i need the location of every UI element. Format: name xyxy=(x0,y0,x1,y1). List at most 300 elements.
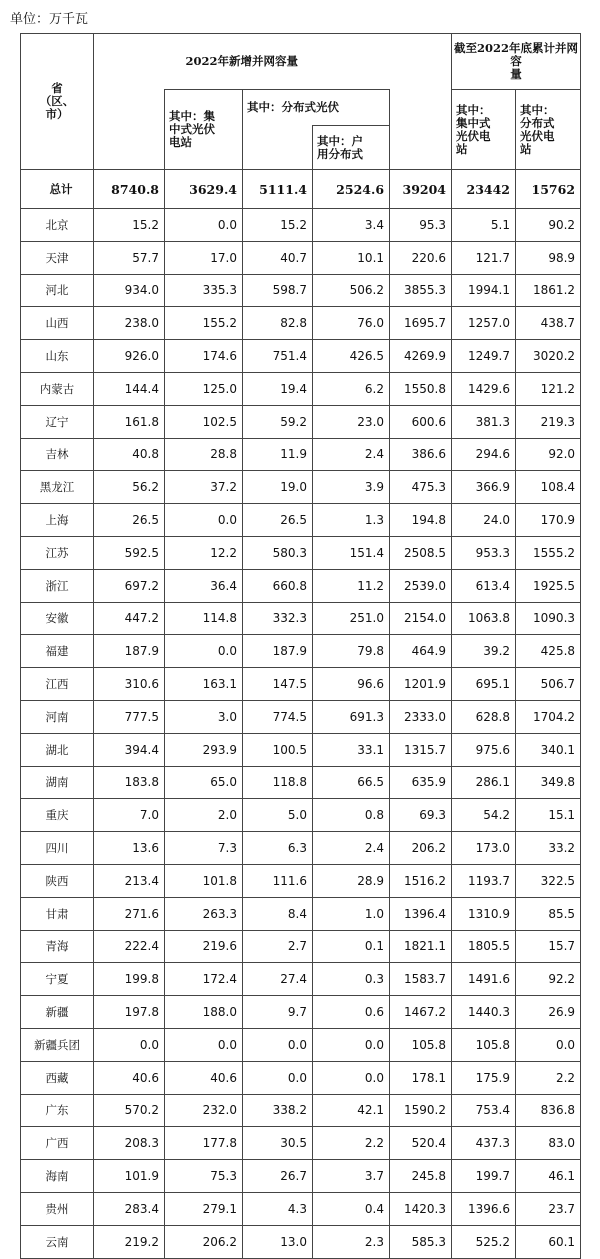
value-cell: 271.6 xyxy=(94,897,165,930)
value-cell: 219.6 xyxy=(165,930,243,963)
header-new-distributed: 其中：分布式光伏 xyxy=(243,90,390,126)
value-cell: 293.9 xyxy=(165,733,243,766)
value-cell: 4.3 xyxy=(243,1192,313,1225)
value-cell: 19.0 xyxy=(243,471,313,504)
table-row xyxy=(21,241,581,274)
table-row xyxy=(21,1192,581,1225)
table-row xyxy=(21,536,581,569)
table-row xyxy=(21,963,581,996)
region-name: 安徽 xyxy=(21,602,94,635)
value-cell: 54.2 xyxy=(452,799,516,832)
region-name: 新疆兵团 xyxy=(21,1028,94,1061)
value-cell: 125.0 xyxy=(165,372,243,405)
value-cell: 2.4 xyxy=(313,832,390,865)
value-cell: 245.8 xyxy=(390,1160,452,1193)
table-row xyxy=(21,864,581,897)
region-name: 江苏 xyxy=(21,536,94,569)
value-cell: 335.3 xyxy=(165,274,243,307)
value-cell: 2.0 xyxy=(165,799,243,832)
value-cell: 40.6 xyxy=(94,1061,165,1094)
value-cell: 2.4 xyxy=(313,438,390,471)
value-cell: 2333.0 xyxy=(390,700,452,733)
value-cell: 28.9 xyxy=(313,864,390,897)
value-cell: 75.3 xyxy=(165,1160,243,1193)
value-cell: 691.3 xyxy=(313,700,390,733)
value-cell: 206.2 xyxy=(165,1225,243,1258)
value-cell: 1.0 xyxy=(313,897,390,930)
unit-label: 单位：万千瓦 xyxy=(10,12,89,27)
value-cell: 42.1 xyxy=(313,1094,390,1127)
value-cell: 0.1 xyxy=(313,930,390,963)
value-cell: 15.7 xyxy=(516,930,581,963)
value-cell: 173.0 xyxy=(452,832,516,865)
value-cell: 2.2 xyxy=(516,1061,581,1094)
table-row xyxy=(21,372,581,405)
header-new-central: 其中：集 中式光伏 电站 xyxy=(165,90,243,170)
value-cell: 1315.7 xyxy=(390,733,452,766)
value-cell: 1.3 xyxy=(313,504,390,537)
value-cell: 1201.9 xyxy=(390,668,452,701)
header-cum-central: 其中： 集中式 光伏电 站 xyxy=(452,90,516,170)
table-row xyxy=(21,930,581,963)
value-cell: 121.7 xyxy=(452,241,516,274)
value-cell: 2.7 xyxy=(243,930,313,963)
value-cell: 40.8 xyxy=(94,438,165,471)
value-cell: 386.6 xyxy=(390,438,452,471)
value-cell: 57.7 xyxy=(94,241,165,274)
value-cell: 177.8 xyxy=(165,1127,243,1160)
region-name: 山西 xyxy=(21,307,94,340)
value-cell: 1516.2 xyxy=(390,864,452,897)
value-cell: 98.9 xyxy=(516,241,581,274)
region-name: 重庆 xyxy=(21,799,94,832)
value-cell: 774.5 xyxy=(243,700,313,733)
value-cell: 76.0 xyxy=(313,307,390,340)
value-cell: 464.9 xyxy=(390,635,452,668)
value-cell: 15.2 xyxy=(94,209,165,242)
value-cell: 197.8 xyxy=(94,996,165,1029)
value-cell: 1440.3 xyxy=(452,996,516,1029)
table-row xyxy=(21,897,581,930)
region-name: 湖北 xyxy=(21,733,94,766)
value-cell: 0.0 xyxy=(243,1028,313,1061)
region-name: 辽宁 xyxy=(21,405,94,438)
value-cell: 11.9 xyxy=(243,438,313,471)
value-cell: 1821.1 xyxy=(390,930,452,963)
value-cell: 934.0 xyxy=(94,274,165,307)
value-cell: 1590.2 xyxy=(390,1094,452,1127)
value-cell: 161.8 xyxy=(94,405,165,438)
header-cum-total-blank xyxy=(390,90,452,170)
region-name: 天津 xyxy=(21,241,94,274)
value-cell: 26.7 xyxy=(243,1160,313,1193)
value-cell: 101.8 xyxy=(165,864,243,897)
table-row xyxy=(21,766,581,799)
region-name: 北京 xyxy=(21,209,94,242)
value-cell: 3855.3 xyxy=(390,274,452,307)
value-cell: 24.0 xyxy=(452,504,516,537)
value-cell: 349.8 xyxy=(516,766,581,799)
value-cell: 170.9 xyxy=(516,504,581,537)
value-cell: 114.8 xyxy=(165,602,243,635)
table-row xyxy=(21,504,581,537)
value-cell: 37.2 xyxy=(165,471,243,504)
value-cell: 5.1 xyxy=(452,209,516,242)
value-cell: 36.4 xyxy=(165,569,243,602)
value-cell: 0.0 xyxy=(313,1061,390,1094)
value-cell: 0.0 xyxy=(243,1061,313,1094)
value-cell: 105.8 xyxy=(390,1028,452,1061)
value-cell: 600.6 xyxy=(390,405,452,438)
value-cell: 40.6 xyxy=(165,1061,243,1094)
value-cell: 506.2 xyxy=(313,274,390,307)
value-cell: 92.0 xyxy=(516,438,581,471)
value-cell: 95.3 xyxy=(390,209,452,242)
region-name: 贵州 xyxy=(21,1192,94,1225)
value-cell: 394.4 xyxy=(94,733,165,766)
table-row xyxy=(21,1160,581,1193)
value-cell: 1704.2 xyxy=(516,700,581,733)
value-cell: 953.3 xyxy=(452,536,516,569)
table-row xyxy=(21,274,581,307)
value-cell: 101.9 xyxy=(94,1160,165,1193)
table-row xyxy=(21,209,581,242)
value-cell: 1257.0 xyxy=(452,307,516,340)
value-cell: 0.8 xyxy=(313,799,390,832)
region-name: 陕西 xyxy=(21,864,94,897)
value-cell: 39.2 xyxy=(452,635,516,668)
value-cell: 118.8 xyxy=(243,766,313,799)
table-row xyxy=(21,996,581,1029)
value-cell: 1193.7 xyxy=(452,864,516,897)
value-cell: 92.2 xyxy=(516,963,581,996)
value-cell: 0.0 xyxy=(313,1028,390,1061)
value-cell: 33.2 xyxy=(516,832,581,865)
value-cell: 222.4 xyxy=(94,930,165,963)
region-name: 上海 xyxy=(21,504,94,537)
region-name: 四川 xyxy=(21,832,94,865)
value-cell: 294.6 xyxy=(452,438,516,471)
value-cell: 178.1 xyxy=(390,1061,452,1094)
value-cell: 151.4 xyxy=(313,536,390,569)
table-row xyxy=(21,405,581,438)
value-cell: 338.2 xyxy=(243,1094,313,1127)
value-cell: 0.0 xyxy=(165,209,243,242)
value-cell: 10.1 xyxy=(313,241,390,274)
value-cell: 90.2 xyxy=(516,209,581,242)
table-row xyxy=(21,799,581,832)
table-row xyxy=(21,471,581,504)
total-cell: 5111.4 xyxy=(243,170,313,209)
value-cell: 926.0 xyxy=(94,340,165,373)
value-cell: 283.4 xyxy=(94,1192,165,1225)
value-cell: 59.2 xyxy=(243,405,313,438)
value-cell: 83.0 xyxy=(516,1127,581,1160)
header-new-household: 其中：户 用分布式 xyxy=(313,126,390,170)
value-cell: 2508.5 xyxy=(390,536,452,569)
table-row xyxy=(21,668,581,701)
value-cell: 163.1 xyxy=(165,668,243,701)
value-cell: 9.7 xyxy=(243,996,313,1029)
value-cell: 85.5 xyxy=(516,897,581,930)
value-cell: 3.9 xyxy=(313,471,390,504)
value-cell: 836.8 xyxy=(516,1094,581,1127)
value-cell: 147.5 xyxy=(243,668,313,701)
value-cell: 13.6 xyxy=(94,832,165,865)
value-cell: 1310.9 xyxy=(452,897,516,930)
value-cell: 1695.7 xyxy=(390,307,452,340)
region-name: 西藏 xyxy=(21,1061,94,1094)
value-cell: 96.6 xyxy=(313,668,390,701)
value-cell: 6.3 xyxy=(243,832,313,865)
table-body xyxy=(21,170,581,1259)
value-cell: 0.0 xyxy=(165,1028,243,1061)
value-cell: 102.5 xyxy=(165,405,243,438)
value-cell: 26.5 xyxy=(243,504,313,537)
region-name: 宁夏 xyxy=(21,963,94,996)
value-cell: 238.0 xyxy=(94,307,165,340)
value-cell: 40.7 xyxy=(243,241,313,274)
value-cell: 1925.5 xyxy=(516,569,581,602)
value-cell: 332.3 xyxy=(243,602,313,635)
value-cell: 0.6 xyxy=(313,996,390,1029)
value-cell: 1861.2 xyxy=(516,274,581,307)
value-cell: 28.8 xyxy=(165,438,243,471)
value-cell: 4269.9 xyxy=(390,340,452,373)
region-name: 河南 xyxy=(21,700,94,733)
value-cell: 175.9 xyxy=(452,1061,516,1094)
value-cell: 753.4 xyxy=(452,1094,516,1127)
value-cell: 1249.7 xyxy=(452,340,516,373)
value-cell: 2154.0 xyxy=(390,602,452,635)
value-cell: 366.9 xyxy=(452,471,516,504)
table-row xyxy=(21,733,581,766)
value-cell: 975.6 xyxy=(452,733,516,766)
value-cell: 475.3 xyxy=(390,471,452,504)
total-label: 总计 xyxy=(21,170,94,209)
region-name: 甘肃 xyxy=(21,897,94,930)
value-cell: 1420.3 xyxy=(390,1192,452,1225)
value-cell: 425.8 xyxy=(516,635,581,668)
value-cell: 592.5 xyxy=(94,536,165,569)
value-cell: 208.3 xyxy=(94,1127,165,1160)
value-cell: 65.0 xyxy=(165,766,243,799)
value-cell: 310.6 xyxy=(94,668,165,701)
value-cell: 263.3 xyxy=(165,897,243,930)
value-cell: 0.0 xyxy=(165,504,243,537)
value-cell: 2539.0 xyxy=(390,569,452,602)
region-name: 广西 xyxy=(21,1127,94,1160)
value-cell: 1063.8 xyxy=(452,602,516,635)
value-cell: 66.5 xyxy=(313,766,390,799)
total-cell: 23442 xyxy=(452,170,516,209)
value-cell: 199.8 xyxy=(94,963,165,996)
value-cell: 0.3 xyxy=(313,963,390,996)
value-cell: 17.0 xyxy=(165,241,243,274)
value-cell: 33.1 xyxy=(313,733,390,766)
value-cell: 0.0 xyxy=(516,1028,581,1061)
value-cell: 108.4 xyxy=(516,471,581,504)
value-cell: 27.4 xyxy=(243,963,313,996)
value-cell: 183.8 xyxy=(94,766,165,799)
value-cell: 3.4 xyxy=(313,209,390,242)
value-cell: 1429.6 xyxy=(452,372,516,405)
value-cell: 11.2 xyxy=(313,569,390,602)
region-name: 吉林 xyxy=(21,438,94,471)
value-cell: 5.0 xyxy=(243,799,313,832)
value-cell: 751.4 xyxy=(243,340,313,373)
table-row xyxy=(21,635,581,668)
value-cell: 144.4 xyxy=(94,372,165,405)
value-cell: 697.2 xyxy=(94,569,165,602)
value-cell: 23.0 xyxy=(313,405,390,438)
capacity-table xyxy=(20,33,581,1259)
value-cell: 8.4 xyxy=(243,897,313,930)
value-cell: 172.4 xyxy=(165,963,243,996)
value-cell: 506.7 xyxy=(516,668,581,701)
region-name: 黑龙江 xyxy=(21,471,94,504)
value-cell: 251.0 xyxy=(313,602,390,635)
table-row xyxy=(21,1094,581,1127)
value-cell: 585.3 xyxy=(390,1225,452,1258)
value-cell: 7.3 xyxy=(165,832,243,865)
value-cell: 15.2 xyxy=(243,209,313,242)
table-header xyxy=(21,34,581,170)
value-cell: 322.5 xyxy=(516,864,581,897)
value-cell: 777.5 xyxy=(94,700,165,733)
value-cell: 187.9 xyxy=(94,635,165,668)
table-row xyxy=(21,438,581,471)
value-cell: 1805.5 xyxy=(452,930,516,963)
region-name: 湖南 xyxy=(21,766,94,799)
value-cell: 187.9 xyxy=(243,635,313,668)
table-row xyxy=(21,1225,581,1258)
header-distributed-blank xyxy=(243,126,313,170)
capacity-table-wrapper xyxy=(20,33,580,1259)
value-cell: 0.0 xyxy=(165,635,243,668)
value-cell: 60.1 xyxy=(516,1225,581,1258)
value-cell: 213.4 xyxy=(94,864,165,897)
region-name: 海南 xyxy=(21,1160,94,1193)
value-cell: 1583.7 xyxy=(390,963,452,996)
value-cell: 30.5 xyxy=(243,1127,313,1160)
value-cell: 570.2 xyxy=(94,1094,165,1127)
table-row xyxy=(21,569,581,602)
value-cell: 7.0 xyxy=(94,799,165,832)
value-cell: 598.7 xyxy=(243,274,313,307)
value-cell: 525.2 xyxy=(452,1225,516,1258)
region-name: 云南 xyxy=(21,1225,94,1258)
value-cell: 6.2 xyxy=(313,372,390,405)
value-cell: 340.1 xyxy=(516,733,581,766)
value-cell: 381.3 xyxy=(452,405,516,438)
value-cell: 520.4 xyxy=(390,1127,452,1160)
value-cell: 2.3 xyxy=(313,1225,390,1258)
value-cell: 447.2 xyxy=(94,602,165,635)
value-cell: 82.8 xyxy=(243,307,313,340)
value-cell: 220.6 xyxy=(390,241,452,274)
value-cell: 1555.2 xyxy=(516,536,581,569)
value-cell: 56.2 xyxy=(94,471,165,504)
value-cell: 0.4 xyxy=(313,1192,390,1225)
region-name: 河北 xyxy=(21,274,94,307)
header-cum-distributed: 其中： 分布式 光伏电 站 xyxy=(516,90,581,170)
value-cell: 635.9 xyxy=(390,766,452,799)
value-cell: 206.2 xyxy=(390,832,452,865)
value-cell: 26.9 xyxy=(516,996,581,1029)
value-cell: 437.3 xyxy=(452,1127,516,1160)
total-cell: 2524.6 xyxy=(313,170,390,209)
header-new-group: 2022年新增并网容量 xyxy=(94,34,390,90)
value-cell: 1994.1 xyxy=(452,274,516,307)
table-row xyxy=(21,340,581,373)
header-region: 省 （区、 市） xyxy=(21,34,94,170)
value-cell: 232.0 xyxy=(165,1094,243,1127)
value-cell: 628.8 xyxy=(452,700,516,733)
value-cell: 1396.6 xyxy=(452,1192,516,1225)
total-row xyxy=(21,170,581,209)
value-cell: 1396.4 xyxy=(390,897,452,930)
value-cell: 105.8 xyxy=(452,1028,516,1061)
value-cell: 199.7 xyxy=(452,1160,516,1193)
value-cell: 286.1 xyxy=(452,766,516,799)
value-cell: 19.4 xyxy=(243,372,313,405)
table-row xyxy=(21,1028,581,1061)
value-cell: 100.5 xyxy=(243,733,313,766)
value-cell: 79.8 xyxy=(313,635,390,668)
value-cell: 121.2 xyxy=(516,372,581,405)
region-name: 新疆 xyxy=(21,996,94,1029)
table-row xyxy=(21,832,581,865)
table-row xyxy=(21,1061,581,1094)
value-cell: 69.3 xyxy=(390,799,452,832)
value-cell: 155.2 xyxy=(165,307,243,340)
value-cell: 426.5 xyxy=(313,340,390,373)
value-cell: 12.2 xyxy=(165,536,243,569)
value-cell: 1467.2 xyxy=(390,996,452,1029)
value-cell: 695.1 xyxy=(452,668,516,701)
value-cell: 174.6 xyxy=(165,340,243,373)
value-cell: 46.1 xyxy=(516,1160,581,1193)
value-cell: 660.8 xyxy=(243,569,313,602)
region-name: 广东 xyxy=(21,1094,94,1127)
value-cell: 2.2 xyxy=(313,1127,390,1160)
region-name: 福建 xyxy=(21,635,94,668)
table-row xyxy=(21,1127,581,1160)
value-cell: 111.6 xyxy=(243,864,313,897)
total-cell: 15762 xyxy=(516,170,581,209)
total-cell: 39204 xyxy=(390,170,452,209)
value-cell: 15.1 xyxy=(516,799,581,832)
value-cell: 188.0 xyxy=(165,996,243,1029)
value-cell: 0.0 xyxy=(94,1028,165,1061)
value-cell: 3.7 xyxy=(313,1160,390,1193)
value-cell: 438.7 xyxy=(516,307,581,340)
value-cell: 580.3 xyxy=(243,536,313,569)
region-name: 江西 xyxy=(21,668,94,701)
region-name: 浙江 xyxy=(21,569,94,602)
total-cell: 3629.4 xyxy=(165,170,243,209)
value-cell: 1550.8 xyxy=(390,372,452,405)
header-cum-group: 截至2022年底累计并网容 量 xyxy=(452,34,581,90)
table-row xyxy=(21,307,581,340)
region-name: 内蒙古 xyxy=(21,372,94,405)
value-cell: 219.2 xyxy=(94,1225,165,1258)
header-new-total-blank xyxy=(94,90,165,170)
table-row xyxy=(21,700,581,733)
value-cell: 3020.2 xyxy=(516,340,581,373)
value-cell: 26.5 xyxy=(94,504,165,537)
